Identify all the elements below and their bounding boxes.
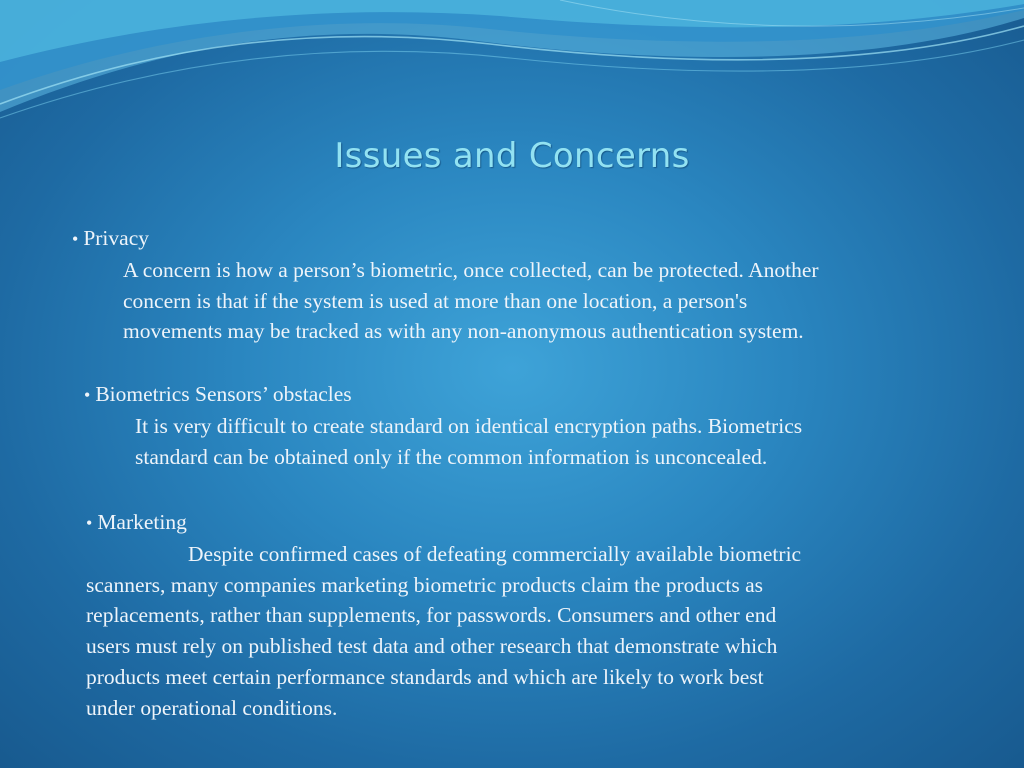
- section-marketing: [86, 507, 801, 724]
- body-line: products meet certain performance standards and which are likely to work best: [86, 664, 764, 689]
- section-heading: • Marketing: [86, 510, 187, 534]
- bullet-icon: •: [86, 513, 93, 533]
- body-line: movements may be tracked as with any non-anonymous authentication system.: [123, 319, 804, 344]
- slide-title: Issues and Concerns: [334, 136, 690, 176]
- section-biometrics-sensors: [84, 379, 802, 472]
- wave-decoration: [0, 0, 1024, 140]
- section-heading: • Privacy: [72, 226, 149, 250]
- body-line: A concern is how a person’s biometric, once collected, can be protected. Another: [123, 257, 819, 282]
- body-line: users must rely on published test data and other research that demonstrate which: [86, 634, 778, 659]
- body-line: It is very difficult to create standard on identical encryption paths. Biometrics: [135, 413, 803, 438]
- section-privacy: [72, 223, 819, 347]
- body-line: Despite confirmed cases of defeating commercially available biometric: [188, 541, 802, 566]
- body-line: replacements, rather than supplements, for passwords. Consumers and other end: [86, 603, 777, 628]
- body-line: standard can be obtained only if the common information is unconcealed.: [135, 444, 768, 469]
- body-line: scanners, many companies marketing biometric products claim the products as: [86, 572, 764, 597]
- bullet-icon: •: [84, 385, 91, 405]
- section-heading: • Biometrics Sensors’ obstacles: [84, 382, 352, 406]
- body-line: concern is that if the system is used at more than one location, a person's: [123, 288, 748, 313]
- body-line: under operational conditions.: [86, 695, 338, 720]
- bullet-icon: •: [72, 229, 79, 249]
